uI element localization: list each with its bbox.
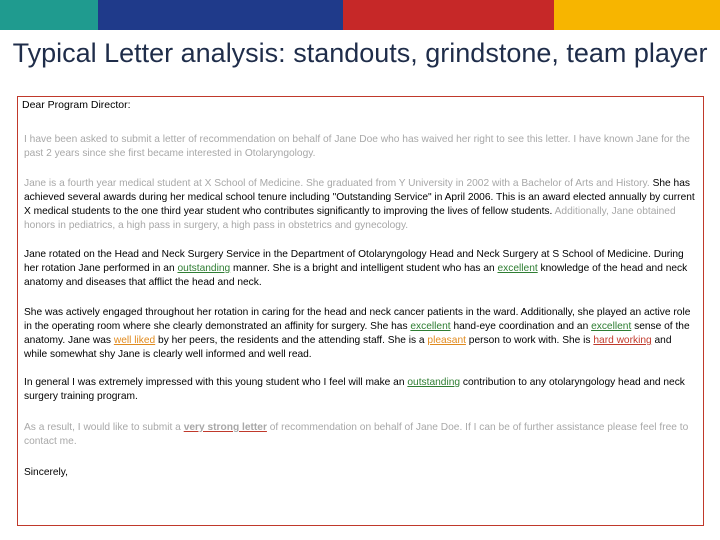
text: In general I was extremely impressed with this young student who I feel will make an — [24, 377, 408, 388]
faded-text: of recommendation on behalf of Jane Doe. If I can be of further assistance please feel free to contact me. — [24, 422, 689, 447]
paragraph-rotation — [24, 248, 696, 290]
text: hand-eye coordination and an — [450, 321, 592, 332]
paragraph-conclusion — [24, 421, 696, 449]
highlight-grindstone: hard working — [593, 335, 652, 346]
text: contribution to any otolaryngology head and neck surgery training program. — [24, 377, 685, 402]
slide-title: Typical Letter analysis: standouts, grindstone, team player — [12, 38, 708, 68]
faded-text: Jane is a fourth year medical student at X School of Medicine. She graduated from Y University in 2002 with a Bachelor of Arts and History. — [24, 178, 650, 189]
text: knowledge of the head and neck anatomy and diseases that afflict the head and neck. — [24, 263, 688, 288]
highlight-standout: excellent — [410, 321, 451, 332]
paragraph-background — [24, 177, 696, 233]
highlight-standout: excellent — [591, 321, 632, 332]
closing: Sincerely, — [24, 467, 68, 478]
highlight-team-player: pleasant — [427, 335, 466, 346]
paragraph-engagement — [24, 306, 696, 362]
paragraph-intro: I have been asked to submit a letter of recommendation on behalf of Jane Doe who has waived her right to see this letter. I have known Jane for the past 2 years since she first became interested in Otolaryngology. — [24, 134, 690, 159]
text: sense of the anatomy. Jane was — [24, 321, 690, 346]
text: by her peers, the residents and the attending staff. She is a — [155, 335, 428, 346]
text: She has achieved several awards during her medical school tenure including "Outstanding Service" in April 2006. This is an award elected annually by current X medical students to the one third year student who contributes significantly to improving the lives of fellow students. — [24, 178, 695, 217]
text: She was actively engaged throughout her rotation in caring for the head and neck cancer patients in the ward. Additionally, she played an active role in the operating room where she clearly demonstrated an affinity for surgery. She has — [24, 307, 691, 332]
paragraph-general — [24, 376, 696, 404]
color-band — [0, 0, 720, 30]
highlight-standout: outstanding — [407, 377, 461, 388]
text: and while somewhat shy Jane is clearly well informed and well read. — [24, 335, 672, 360]
band-blue — [98, 0, 343, 30]
salutation: Dear Program Director: — [22, 99, 131, 111]
faded-text: Additionally, Jane obtained honors in pediatrics, a high pass in surgery, a high pass in obstetrics and gynecology. — [24, 206, 676, 231]
text: Jane rotated on the Head and Neck Surgery Service in the Department of Otolaryngology Head and Neck Surgery at S School of Medicine. During her rotation Jane performed in an — [24, 249, 684, 274]
band-teal — [0, 0, 98, 30]
band-red — [343, 0, 554, 30]
highlight-team-player: well liked — [113, 335, 156, 346]
band-yellow — [554, 0, 720, 30]
highlight-strong-letter: very strong letter — [183, 422, 267, 433]
faded-text: As a result, I would like to submit a — [24, 422, 184, 433]
highlight-standout: outstanding — [177, 263, 231, 274]
highlight-standout: excellent — [497, 263, 538, 274]
text: person to work with. She is — [465, 335, 594, 346]
text: manner. She is a bright and intelligent student who has an — [230, 263, 498, 274]
